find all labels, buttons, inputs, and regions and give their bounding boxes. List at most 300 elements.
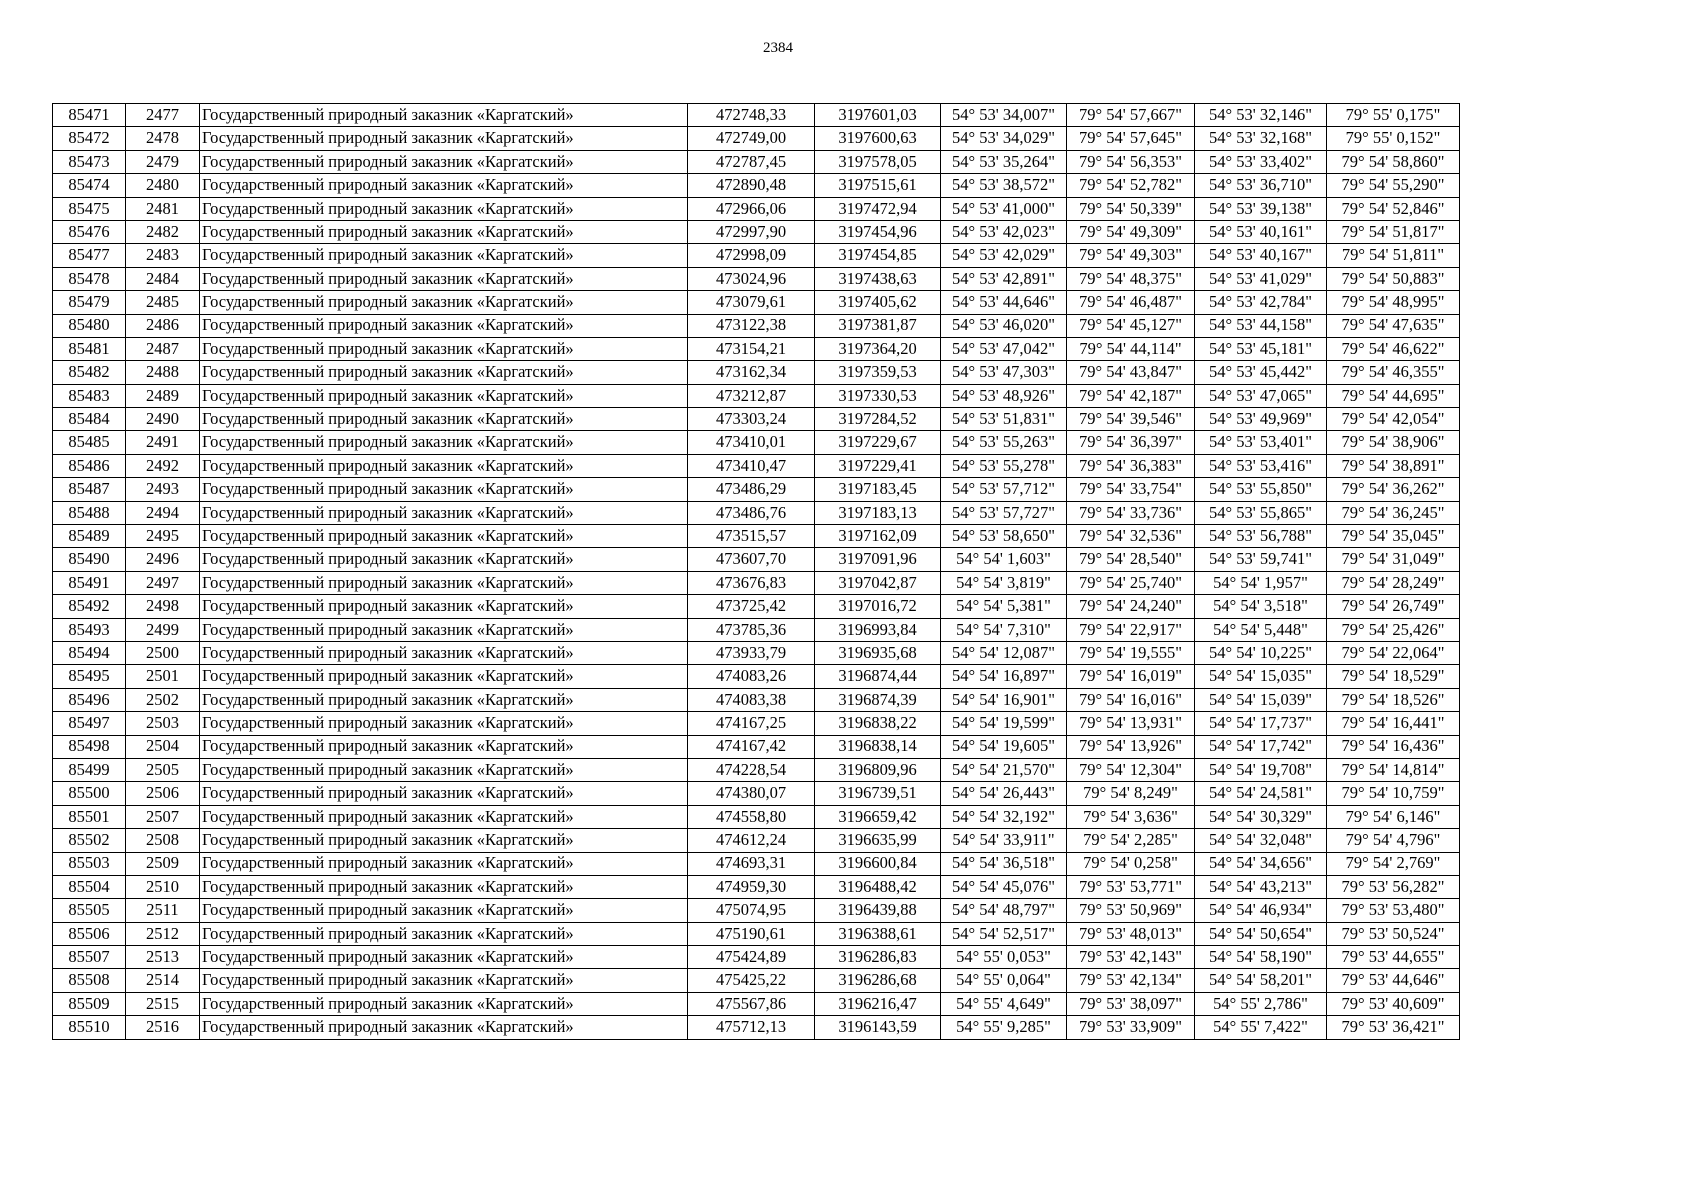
latitude-1-cell: 54° 53' 46,020" — [941, 314, 1067, 337]
table-row — [53, 665, 1460, 688]
point-number-cell: 2513 — [126, 946, 200, 969]
latitude-2-cell: 54° 54' 30,329" — [1195, 805, 1327, 828]
record-id-cell: 85474 — [53, 174, 126, 197]
x-coordinate-cell: 472997,90 — [688, 220, 815, 243]
x-coordinate-cell: 474693,31 — [688, 852, 815, 875]
y-coordinate-cell: 3196809,96 — [815, 758, 941, 781]
area-name-cell: Государственный природный заказник «Каргатский» — [200, 688, 688, 711]
longitude-1-cell: 79° 54' 25,740" — [1067, 571, 1195, 594]
latitude-2-cell: 54° 54' 17,742" — [1195, 735, 1327, 758]
y-coordinate-cell: 3196635,99 — [815, 829, 941, 852]
x-coordinate-cell: 474228,54 — [688, 758, 815, 781]
record-id-cell: 85481 — [53, 337, 126, 360]
longitude-1-cell: 79° 54' 46,487" — [1067, 291, 1195, 314]
area-name-cell: Государственный природный заказник «Каргатский» — [200, 431, 688, 454]
longitude-2-cell: 79° 54' 14,814" — [1327, 758, 1460, 781]
longitude-1-cell: 79° 53' 38,097" — [1067, 992, 1195, 1015]
y-coordinate-cell: 3197183,45 — [815, 478, 941, 501]
latitude-1-cell: 54° 53' 42,029" — [941, 244, 1067, 267]
latitude-2-cell: 54° 53' 32,168" — [1195, 127, 1327, 150]
x-coordinate-cell: 473933,79 — [688, 641, 815, 664]
point-number-cell: 2482 — [126, 220, 200, 243]
area-name-cell: Государственный природный заказник «Каргатский» — [200, 501, 688, 524]
table-row — [53, 548, 1460, 571]
longitude-2-cell: 79° 54' 36,245" — [1327, 501, 1460, 524]
page-number: 2384 — [763, 40, 793, 56]
x-coordinate-cell: 473676,83 — [688, 571, 815, 594]
latitude-1-cell: 54° 54' 33,911" — [941, 829, 1067, 852]
record-id-cell: 85483 — [53, 384, 126, 407]
area-name-cell: Государственный природный заказник «Каргатский» — [200, 665, 688, 688]
y-coordinate-cell: 3197381,87 — [815, 314, 941, 337]
y-coordinate-cell: 3196874,39 — [815, 688, 941, 711]
x-coordinate-cell: 474167,25 — [688, 712, 815, 735]
table-row — [53, 244, 1460, 267]
area-name-cell: Государственный природный заказник «Каргатский» — [200, 454, 688, 477]
area-name-cell: Государственный природный заказник «Каргатский» — [200, 899, 688, 922]
longitude-2-cell: 79° 53' 56,282" — [1327, 875, 1460, 898]
longitude-2-cell: 79° 53' 44,646" — [1327, 969, 1460, 992]
record-id-cell: 85490 — [53, 548, 126, 571]
x-coordinate-cell: 473079,61 — [688, 291, 815, 314]
area-name-cell: Государственный природный заказник «Каргатский» — [200, 291, 688, 314]
longitude-2-cell: 79° 54' 44,695" — [1327, 384, 1460, 407]
longitude-1-cell: 79° 54' 32,536" — [1067, 525, 1195, 548]
point-number-cell: 2480 — [126, 174, 200, 197]
latitude-2-cell: 54° 53' 55,865" — [1195, 501, 1327, 524]
longitude-2-cell: 79° 54' 50,883" — [1327, 267, 1460, 290]
point-number-cell: 2515 — [126, 992, 200, 1015]
longitude-1-cell: 79° 54' 13,926" — [1067, 735, 1195, 758]
latitude-1-cell: 54° 54' 7,310" — [941, 618, 1067, 641]
x-coordinate-cell: 474959,30 — [688, 875, 815, 898]
area-name-cell: Государственный природный заказник «Каргатский» — [200, 922, 688, 945]
point-number-cell: 2481 — [126, 197, 200, 220]
point-number-cell: 2502 — [126, 688, 200, 711]
y-coordinate-cell: 3197601,03 — [815, 104, 941, 127]
y-coordinate-cell: 3196286,83 — [815, 946, 941, 969]
point-number-cell: 2508 — [126, 829, 200, 852]
latitude-2-cell: 54° 53' 53,401" — [1195, 431, 1327, 454]
y-coordinate-cell: 3196439,88 — [815, 899, 941, 922]
table-row — [53, 220, 1460, 243]
longitude-1-cell: 79° 54' 42,187" — [1067, 384, 1195, 407]
point-number-cell: 2514 — [126, 969, 200, 992]
y-coordinate-cell: 3196935,68 — [815, 641, 941, 664]
y-coordinate-cell: 3197454,96 — [815, 220, 941, 243]
longitude-1-cell: 79° 54' 33,736" — [1067, 501, 1195, 524]
latitude-1-cell: 54° 54' 32,192" — [941, 805, 1067, 828]
x-coordinate-cell: 472966,06 — [688, 197, 815, 220]
longitude-2-cell: 79° 54' 35,045" — [1327, 525, 1460, 548]
longitude-2-cell: 79° 54' 10,759" — [1327, 782, 1460, 805]
latitude-1-cell: 54° 54' 12,087" — [941, 641, 1067, 664]
record-id-cell: 85492 — [53, 595, 126, 618]
x-coordinate-cell: 473410,01 — [688, 431, 815, 454]
longitude-2-cell: 79° 54' 6,146" — [1327, 805, 1460, 828]
record-id-cell: 85499 — [53, 758, 126, 781]
area-name-cell: Государственный природный заказник «Каргатский» — [200, 174, 688, 197]
longitude-1-cell: 79° 54' 57,667" — [1067, 104, 1195, 127]
latitude-2-cell: 54° 53' 39,138" — [1195, 197, 1327, 220]
area-name-cell: Государственный природный заказник «Каргатский» — [200, 1016, 688, 1039]
point-number-cell: 2492 — [126, 454, 200, 477]
record-id-cell: 85489 — [53, 525, 126, 548]
point-number-cell: 2506 — [126, 782, 200, 805]
y-coordinate-cell: 3196286,68 — [815, 969, 941, 992]
table-row — [53, 992, 1460, 1015]
point-number-cell: 2486 — [126, 314, 200, 337]
y-coordinate-cell: 3196388,61 — [815, 922, 941, 945]
latitude-2-cell: 54° 54' 43,213" — [1195, 875, 1327, 898]
longitude-1-cell: 79° 54' 12,304" — [1067, 758, 1195, 781]
longitude-1-cell: 79° 54' 22,917" — [1067, 618, 1195, 641]
longitude-2-cell: 79° 54' 28,249" — [1327, 571, 1460, 594]
y-coordinate-cell: 3197405,62 — [815, 291, 941, 314]
y-coordinate-cell: 3196874,44 — [815, 665, 941, 688]
table-row — [53, 174, 1460, 197]
latitude-1-cell: 54° 53' 42,891" — [941, 267, 1067, 290]
point-number-cell: 2504 — [126, 735, 200, 758]
point-number-cell: 2510 — [126, 875, 200, 898]
latitude-1-cell: 54° 53' 42,023" — [941, 220, 1067, 243]
longitude-1-cell: 79° 54' 16,019" — [1067, 665, 1195, 688]
y-coordinate-cell: 3196993,84 — [815, 618, 941, 641]
point-number-cell: 2488 — [126, 361, 200, 384]
latitude-1-cell: 54° 54' 19,599" — [941, 712, 1067, 735]
area-name-cell: Государственный природный заказник «Каргатский» — [200, 525, 688, 548]
y-coordinate-cell: 3197229,41 — [815, 454, 941, 477]
longitude-2-cell: 79° 54' 51,817" — [1327, 220, 1460, 243]
x-coordinate-cell: 473212,87 — [688, 384, 815, 407]
record-id-cell: 85478 — [53, 267, 126, 290]
area-name-cell: Государственный природный заказник «Каргатский» — [200, 197, 688, 220]
x-coordinate-cell: 473024,96 — [688, 267, 815, 290]
latitude-2-cell: 54° 53' 44,158" — [1195, 314, 1327, 337]
area-name-cell: Государственный природный заказник «Каргатский» — [200, 829, 688, 852]
table-row — [53, 314, 1460, 337]
table-row — [53, 805, 1460, 828]
table-row — [53, 150, 1460, 173]
latitude-2-cell: 54° 53' 47,065" — [1195, 384, 1327, 407]
record-id-cell: 85508 — [53, 969, 126, 992]
record-id-cell: 85494 — [53, 641, 126, 664]
table-row — [53, 595, 1460, 618]
table-row — [53, 384, 1460, 407]
latitude-1-cell: 54° 55' 0,053" — [941, 946, 1067, 969]
latitude-2-cell: 54° 54' 15,039" — [1195, 688, 1327, 711]
point-number-cell: 2485 — [126, 291, 200, 314]
longitude-1-cell: 79° 53' 42,143" — [1067, 946, 1195, 969]
record-id-cell: 85496 — [53, 688, 126, 711]
point-number-cell: 2483 — [126, 244, 200, 267]
x-coordinate-cell: 472748,33 — [688, 104, 815, 127]
latitude-2-cell: 54° 54' 46,934" — [1195, 899, 1327, 922]
record-id-cell: 85493 — [53, 618, 126, 641]
longitude-1-cell: 79° 53' 50,969" — [1067, 899, 1195, 922]
longitude-1-cell: 79° 54' 49,303" — [1067, 244, 1195, 267]
record-id-cell: 85498 — [53, 735, 126, 758]
record-id-cell: 85505 — [53, 899, 126, 922]
area-name-cell: Государственный природный заказник «Каргатский» — [200, 992, 688, 1015]
latitude-2-cell: 54° 53' 49,969" — [1195, 408, 1327, 431]
longitude-2-cell: 79° 54' 2,769" — [1327, 852, 1460, 875]
y-coordinate-cell: 3197364,20 — [815, 337, 941, 360]
x-coordinate-cell: 472890,48 — [688, 174, 815, 197]
x-coordinate-cell: 473725,42 — [688, 595, 815, 618]
table-row — [53, 197, 1460, 220]
longitude-2-cell: 79° 53' 44,655" — [1327, 946, 1460, 969]
latitude-1-cell: 54° 53' 38,572" — [941, 174, 1067, 197]
point-number-cell: 2511 — [126, 899, 200, 922]
longitude-1-cell: 79° 54' 24,240" — [1067, 595, 1195, 618]
longitude-1-cell: 79° 53' 53,771" — [1067, 875, 1195, 898]
point-number-cell: 2494 — [126, 501, 200, 524]
y-coordinate-cell: 3197454,85 — [815, 244, 941, 267]
table-row — [53, 969, 1460, 992]
y-coordinate-cell: 3196838,22 — [815, 712, 941, 735]
area-name-cell: Государственный природный заказник «Каргатский» — [200, 595, 688, 618]
x-coordinate-cell: 475712,13 — [688, 1016, 815, 1039]
latitude-2-cell: 54° 53' 33,402" — [1195, 150, 1327, 173]
x-coordinate-cell: 473607,70 — [688, 548, 815, 571]
area-name-cell: Государственный природный заказник «Каргатский» — [200, 478, 688, 501]
y-coordinate-cell: 3197016,72 — [815, 595, 941, 618]
latitude-1-cell: 54° 54' 1,603" — [941, 548, 1067, 571]
longitude-1-cell: 79° 54' 33,754" — [1067, 478, 1195, 501]
table-row — [53, 758, 1460, 781]
longitude-2-cell: 79° 54' 58,860" — [1327, 150, 1460, 173]
latitude-2-cell: 54° 54' 32,048" — [1195, 829, 1327, 852]
record-id-cell: 85501 — [53, 805, 126, 828]
area-name-cell: Государственный природный заказник «Каргатский» — [200, 408, 688, 431]
coordinates-table — [52, 103, 1460, 1040]
y-coordinate-cell: 3197472,94 — [815, 197, 941, 220]
longitude-1-cell: 79° 54' 13,931" — [1067, 712, 1195, 735]
longitude-2-cell: 79° 54' 31,049" — [1327, 548, 1460, 571]
latitude-1-cell: 54° 53' 57,712" — [941, 478, 1067, 501]
point-number-cell: 2498 — [126, 595, 200, 618]
longitude-2-cell: 79° 53' 50,524" — [1327, 922, 1460, 945]
latitude-2-cell: 54° 54' 58,201" — [1195, 969, 1327, 992]
longitude-2-cell: 79° 54' 38,891" — [1327, 454, 1460, 477]
area-name-cell: Государственный природный заказник «Каргатский» — [200, 361, 688, 384]
y-coordinate-cell: 3196216,47 — [815, 992, 941, 1015]
latitude-2-cell: 54° 53' 56,788" — [1195, 525, 1327, 548]
record-id-cell: 85485 — [53, 431, 126, 454]
x-coordinate-cell: 473162,34 — [688, 361, 815, 384]
longitude-2-cell: 79° 54' 52,846" — [1327, 197, 1460, 220]
area-name-cell: Государственный природный заказник «Каргатский» — [200, 782, 688, 805]
point-number-cell: 2501 — [126, 665, 200, 688]
longitude-1-cell: 79° 54' 50,339" — [1067, 197, 1195, 220]
area-name-cell: Государственный природный заказник «Каргатский» — [200, 618, 688, 641]
latitude-2-cell: 54° 54' 58,190" — [1195, 946, 1327, 969]
latitude-2-cell: 54° 54' 19,708" — [1195, 758, 1327, 781]
x-coordinate-cell: 473410,47 — [688, 454, 815, 477]
longitude-1-cell: 79° 54' 28,540" — [1067, 548, 1195, 571]
y-coordinate-cell: 3197359,53 — [815, 361, 941, 384]
latitude-1-cell: 54° 53' 57,727" — [941, 501, 1067, 524]
area-name-cell: Государственный природный заказник «Каргатский» — [200, 735, 688, 758]
latitude-1-cell: 54° 53' 48,926" — [941, 384, 1067, 407]
latitude-2-cell: 54° 53' 42,784" — [1195, 291, 1327, 314]
latitude-1-cell: 54° 55' 4,649" — [941, 992, 1067, 1015]
x-coordinate-cell: 474558,80 — [688, 805, 815, 828]
area-name-cell: Государственный природный заказник «Каргатский» — [200, 805, 688, 828]
longitude-2-cell: 79° 54' 16,441" — [1327, 712, 1460, 735]
x-coordinate-cell: 475190,61 — [688, 922, 815, 945]
latitude-2-cell: 54° 53' 40,167" — [1195, 244, 1327, 267]
table-row — [53, 361, 1460, 384]
latitude-1-cell: 54° 53' 47,042" — [941, 337, 1067, 360]
x-coordinate-cell: 473303,24 — [688, 408, 815, 431]
longitude-2-cell: 79° 54' 48,995" — [1327, 291, 1460, 314]
x-coordinate-cell: 473486,76 — [688, 501, 815, 524]
y-coordinate-cell: 3196739,51 — [815, 782, 941, 805]
area-name-cell: Государственный природный заказник «Каргатский» — [200, 104, 688, 127]
longitude-2-cell: 79° 54' 47,635" — [1327, 314, 1460, 337]
latitude-2-cell: 54° 53' 36,710" — [1195, 174, 1327, 197]
x-coordinate-cell: 474083,38 — [688, 688, 815, 711]
latitude-1-cell: 54° 54' 16,897" — [941, 665, 1067, 688]
area-name-cell: Государственный природный заказник «Каргатский» — [200, 314, 688, 337]
table-row — [53, 946, 1460, 969]
longitude-1-cell: 79° 54' 2,285" — [1067, 829, 1195, 852]
latitude-2-cell: 54° 54' 17,737" — [1195, 712, 1327, 735]
longitude-1-cell: 79° 54' 43,847" — [1067, 361, 1195, 384]
record-id-cell: 85472 — [53, 127, 126, 150]
record-id-cell: 85502 — [53, 829, 126, 852]
record-id-cell: 85475 — [53, 197, 126, 220]
record-id-cell: 85507 — [53, 946, 126, 969]
latitude-1-cell: 54° 54' 45,076" — [941, 875, 1067, 898]
latitude-2-cell: 54° 53' 32,146" — [1195, 104, 1327, 127]
longitude-2-cell: 79° 53' 36,421" — [1327, 1016, 1460, 1039]
latitude-1-cell: 54° 53' 35,264" — [941, 150, 1067, 173]
record-id-cell: 85510 — [53, 1016, 126, 1039]
point-number-cell: 2503 — [126, 712, 200, 735]
y-coordinate-cell: 3197091,96 — [815, 548, 941, 571]
record-id-cell: 85480 — [53, 314, 126, 337]
latitude-1-cell: 54° 54' 21,570" — [941, 758, 1067, 781]
latitude-2-cell: 54° 53' 45,181" — [1195, 337, 1327, 360]
table-row — [53, 712, 1460, 735]
latitude-1-cell: 54° 54' 16,901" — [941, 688, 1067, 711]
latitude-2-cell: 54° 54' 34,656" — [1195, 852, 1327, 875]
longitude-1-cell: 79° 54' 36,397" — [1067, 431, 1195, 454]
latitude-2-cell: 54° 55' 7,422" — [1195, 1016, 1327, 1039]
x-coordinate-cell: 473785,36 — [688, 618, 815, 641]
record-id-cell: 85491 — [53, 571, 126, 594]
x-coordinate-cell: 475425,22 — [688, 969, 815, 992]
point-number-cell: 2497 — [126, 571, 200, 594]
record-id-cell: 85477 — [53, 244, 126, 267]
table-row — [53, 852, 1460, 875]
record-id-cell: 85495 — [53, 665, 126, 688]
area-name-cell: Государственный природный заказник «Каргатский» — [200, 267, 688, 290]
longitude-1-cell: 79° 53' 48,013" — [1067, 922, 1195, 945]
latitude-2-cell: 54° 54' 24,581" — [1195, 782, 1327, 805]
longitude-1-cell: 79° 54' 36,383" — [1067, 454, 1195, 477]
table-row — [53, 641, 1460, 664]
area-name-cell: Государственный природный заказник «Каргатский» — [200, 946, 688, 969]
longitude-2-cell: 79° 54' 55,290" — [1327, 174, 1460, 197]
table-row — [53, 501, 1460, 524]
x-coordinate-cell: 472749,00 — [688, 127, 815, 150]
table-row — [53, 735, 1460, 758]
point-number-cell: 2489 — [126, 384, 200, 407]
record-id-cell: 85486 — [53, 454, 126, 477]
longitude-2-cell: 79° 54' 18,529" — [1327, 665, 1460, 688]
point-number-cell: 2509 — [126, 852, 200, 875]
table-row — [53, 922, 1460, 945]
latitude-2-cell: 54° 54' 10,225" — [1195, 641, 1327, 664]
latitude-1-cell: 54° 53' 55,263" — [941, 431, 1067, 454]
point-number-cell: 2493 — [126, 478, 200, 501]
y-coordinate-cell: 3197600,63 — [815, 127, 941, 150]
latitude-1-cell: 54° 54' 3,819" — [941, 571, 1067, 594]
latitude-2-cell: 54° 53' 59,741" — [1195, 548, 1327, 571]
record-id-cell: 85500 — [53, 782, 126, 805]
latitude-1-cell: 54° 53' 34,029" — [941, 127, 1067, 150]
record-id-cell: 85509 — [53, 992, 126, 1015]
table-row — [53, 337, 1460, 360]
x-coordinate-cell: 474167,42 — [688, 735, 815, 758]
area-name-cell: Государственный природный заказник «Каргатский» — [200, 712, 688, 735]
record-id-cell: 85482 — [53, 361, 126, 384]
longitude-1-cell: 79° 54' 3,636" — [1067, 805, 1195, 828]
longitude-1-cell: 79° 54' 44,114" — [1067, 337, 1195, 360]
longitude-2-cell: 79° 54' 38,906" — [1327, 431, 1460, 454]
longitude-1-cell: 79° 54' 48,375" — [1067, 267, 1195, 290]
longitude-1-cell: 79° 54' 52,782" — [1067, 174, 1195, 197]
area-name-cell: Государственный природный заказник «Каргатский» — [200, 220, 688, 243]
longitude-1-cell: 79° 54' 45,127" — [1067, 314, 1195, 337]
latitude-2-cell: 54° 53' 40,161" — [1195, 220, 1327, 243]
table-row — [53, 127, 1460, 150]
point-number-cell: 2499 — [126, 618, 200, 641]
latitude-1-cell: 54° 55' 0,064" — [941, 969, 1067, 992]
table-row — [53, 291, 1460, 314]
latitude-2-cell: 54° 53' 45,442" — [1195, 361, 1327, 384]
x-coordinate-cell: 475074,95 — [688, 899, 815, 922]
area-name-cell: Государственный природный заказник «Каргатский» — [200, 150, 688, 173]
x-coordinate-cell: 473486,29 — [688, 478, 815, 501]
x-coordinate-cell: 473154,21 — [688, 337, 815, 360]
table-row — [53, 1016, 1460, 1039]
area-name-cell: Государственный природный заказник «Каргатский» — [200, 384, 688, 407]
table-row — [53, 525, 1460, 548]
record-id-cell: 85479 — [53, 291, 126, 314]
x-coordinate-cell: 474380,07 — [688, 782, 815, 805]
longitude-2-cell: 79° 54' 36,262" — [1327, 478, 1460, 501]
y-coordinate-cell: 3197229,67 — [815, 431, 941, 454]
table-body — [53, 104, 1460, 1040]
y-coordinate-cell: 3197578,05 — [815, 150, 941, 173]
longitude-2-cell: 79° 54' 18,526" — [1327, 688, 1460, 711]
record-id-cell: 85487 — [53, 478, 126, 501]
area-name-cell: Государственный природный заказник «Каргатский» — [200, 758, 688, 781]
x-coordinate-cell: 473515,57 — [688, 525, 815, 548]
latitude-2-cell: 54° 54' 50,654" — [1195, 922, 1327, 945]
record-id-cell: 85503 — [53, 852, 126, 875]
latitude-1-cell: 54° 54' 5,381" — [941, 595, 1067, 618]
record-id-cell: 85476 — [53, 220, 126, 243]
table-row — [53, 829, 1460, 852]
y-coordinate-cell: 3196659,42 — [815, 805, 941, 828]
x-coordinate-cell: 475424,89 — [688, 946, 815, 969]
